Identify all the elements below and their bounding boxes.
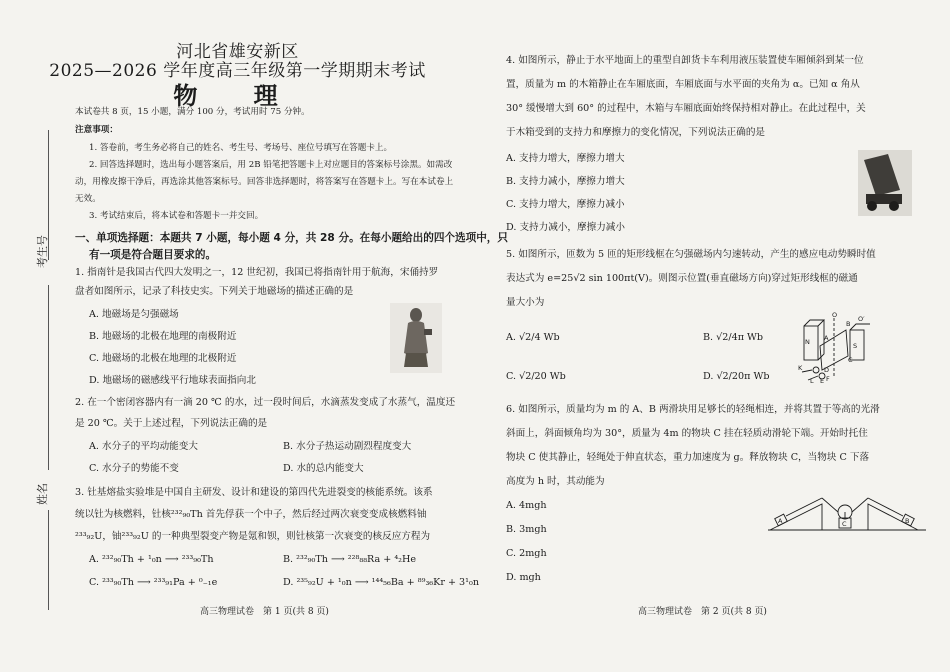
q2-option-a: A. 水分子的平均动能变大 bbox=[89, 441, 198, 452]
binding-line bbox=[48, 285, 49, 470]
fig-label: O bbox=[832, 312, 838, 319]
q5-option-a: A. √2/4 Wb bbox=[506, 332, 560, 343]
page-2 bbox=[478, 0, 950, 672]
q5-stem: 5. 如图所示，匝数为 5 匝的矩形线框在匀强磁场内匀速转动，产生的感应电动势瞬时值 bbox=[506, 249, 876, 260]
q4-option-c: C. 支持力增大，摩擦力减小 bbox=[506, 199, 625, 210]
q6-stem: 6. 如图所示，质量均为 m 的 A、B 两滑块用足够长的轻绳相连，并将其置于等高的光滑 bbox=[506, 404, 880, 415]
q3-stem-end: ²³³₉₂U，铀²³³₉₂U 的一种典型裂变产物是氪和钡，则钍核第一次衰变的核反应方程为 bbox=[75, 531, 431, 542]
q3-stem-cont: 统以钍为核燃料，钍核²³²₉₀Th 首先俘获一个中子，然后经过两次衰变变成核燃料铀 bbox=[75, 509, 427, 520]
note-1: 1. 答卷前，考生务必将自己的姓名、考生号、考场号、座位号填写在答题卡上。 bbox=[89, 143, 393, 153]
fig-label: A bbox=[824, 334, 829, 342]
fig-label: K bbox=[798, 364, 803, 372]
fig-label: B bbox=[905, 517, 910, 525]
q1-stem: 1. 指南针是我国古代四大发明之一，12 世纪初，我国已将指南针用于航海，宋俑持罗 bbox=[75, 267, 439, 278]
q2-option-b: B. 水分子热运动剧烈程度变大 bbox=[283, 441, 412, 452]
q3-option-c: C. ²³³₉₀Th ⟶ ²³³₉₁Pa + ⁰₋₁e bbox=[89, 577, 218, 588]
section-heading: 一、单项选择题：本题共 7 小题，每小题 4 分，共 28 分。在每小题给出的四个选项中，只 bbox=[75, 232, 508, 244]
q1-option-b: B. 地磁场的北极在地理的南极附近 bbox=[89, 331, 237, 342]
exam-title: 2025—2026 学年度高三年级第一学期期末考试 bbox=[49, 61, 426, 81]
q6-option-c: C. 2mgh bbox=[506, 548, 547, 559]
page-footer: 高三物理试卷 第 2 页(共 8 页) bbox=[638, 607, 767, 617]
q4-option-a: A. 支持力增大，摩擦力增大 bbox=[506, 153, 625, 164]
fig-label: L bbox=[810, 377, 814, 384]
fig-label: F bbox=[826, 375, 830, 383]
fig-label: E bbox=[820, 377, 825, 384]
q6-option-a: A. 4mgh bbox=[506, 500, 547, 511]
fig-label: S bbox=[853, 342, 858, 350]
q1-option-c: C. 地磁场的北极在地理的北极附近 bbox=[89, 353, 237, 364]
fig-label: C bbox=[842, 520, 847, 528]
fig-label: B bbox=[846, 320, 851, 328]
q6-option-d: D. mgh bbox=[506, 572, 541, 583]
q3-stem: 3. 钍基熔盐实验堆是中国自主研发、设计和建设的第四代先进裂变的核能系统。该系 bbox=[75, 487, 433, 498]
candidate-number-label: 考生号 bbox=[36, 235, 49, 268]
region-title: 河北省雄安新区 bbox=[176, 42, 299, 62]
q4-stem: 4. 如图所示，静止于水平地面上的重型自卸货卡车利用液压装置使车厢倾斜到某一位 bbox=[506, 55, 864, 66]
fig-label: A bbox=[778, 517, 783, 525]
exam-intro: 本试卷共 8 页，15 小题，满分 100 分，考试用时 75 分钟。 bbox=[75, 107, 310, 117]
note-3: 3. 考试结束后，将本试卷和答题卡一并交回。 bbox=[89, 211, 264, 221]
q2-stem-cont: 是 20 ℃。关于上述过程，下列说法正确的是 bbox=[75, 418, 268, 429]
note-2: 2. 回答选择题时，选出每小题答案后，用 2B 铅笔把答题卡上对应题目的答案标号涂黑。如需改 bbox=[89, 160, 453, 170]
incline-pulley-diagram bbox=[768, 492, 928, 534]
q2-option-c: C. 水分子的势能不变 bbox=[89, 463, 179, 474]
subject-title: 物 理 bbox=[173, 81, 302, 110]
q6-stem-3: 物块 C 使其静止，轻绳处于伸直状态，重力加速度为 g。释放物块 C，当物块 C 下落 bbox=[506, 452, 870, 463]
name-label: 姓名 bbox=[36, 483, 49, 505]
q4-stem-4: 于木箱受到的支持力和摩擦力的变化情况，下列说法正确的是 bbox=[506, 127, 766, 138]
q5-option-b: B. √2/4π Wb bbox=[703, 332, 764, 343]
note-2-end: 无效。 bbox=[75, 194, 101, 204]
q6-option-b: B. 3mgh bbox=[506, 524, 547, 535]
dump-truck-image bbox=[858, 150, 912, 216]
q5-stem-3: 量大小为 bbox=[506, 297, 545, 308]
q1-stem-cont: 盘者如图所示，记录了科技史实。下列关于地磁场的描述正确的是 bbox=[75, 286, 354, 297]
notes-title: 注意事项： bbox=[75, 125, 118, 135]
fig-label: D bbox=[824, 366, 830, 374]
q4-option-b: B. 支持力减小，摩擦力增大 bbox=[506, 176, 625, 187]
q2-stem: 2. 在一个密闭容器内有一滴 20 ℃ 的水，过一段时间后，水滴蒸发变成了水蒸气，温度还 bbox=[75, 397, 456, 408]
q5-stem-2: 表达式为 e=25√2 sin 100πt(V)。则图示位置(垂直磁场方向)穿过矩形线框的磁通 bbox=[506, 273, 858, 284]
fig-label: O′ bbox=[858, 315, 865, 323]
q5-option-d: D. √2/20π Wb bbox=[703, 371, 770, 382]
q4-stem-3: 30° 缓慢增大到 60° 的过程中，木箱与车厢底面始终保持相对静止。在此过程中，关 bbox=[506, 103, 866, 114]
page-footer: 高三物理试卷 第 1 页(共 8 页) bbox=[200, 607, 329, 617]
q6-stem-4: 高度为 h 时，其动能为 bbox=[506, 476, 605, 487]
q4-stem-2: 置，质量为 m 的木箱静止在车厢底面，车厢底面与水平面的夹角为 α。已知 α 角从 bbox=[506, 79, 860, 90]
q1-option-d: D. 地磁场的磁感线平行地球表面指向北 bbox=[89, 375, 256, 386]
q6-stem-2: 斜面上，斜面倾角均为 30°，质量为 4m 的物块 C 挂在轻质动滑轮下端。开始时托住 bbox=[506, 428, 868, 439]
compass-figurine-image bbox=[390, 303, 442, 373]
binding-line bbox=[48, 510, 49, 610]
q1-option-a: A. 地磁场是匀强磁场 bbox=[89, 309, 179, 320]
note-2-cont: 动，用橡皮擦干净后，再选涂其他答案标号。回答非选择题时，将答案写在答题卡上。写在本试卷上 bbox=[75, 177, 454, 187]
q2-option-d: D. 水的总内能变大 bbox=[283, 463, 364, 474]
q3-option-b: B. ²³²₉₀Th ⟶ ²²⁸₈₈Ra + ⁴₂He bbox=[283, 554, 417, 565]
q3-option-d: D. ²³⁵₉₂U + ¹₀n ⟶ ¹⁴⁴₅₆Ba + ⁸⁹₃₆Kr + 3¹₀n bbox=[283, 577, 480, 588]
fig-label: N bbox=[805, 338, 810, 346]
fig-label: C bbox=[848, 356, 853, 364]
section-heading-cont: 有一项是符合题目要求的。 bbox=[89, 249, 217, 261]
q4-option-d: D. 支持力减小，摩擦力减小 bbox=[506, 222, 625, 233]
q5-option-c: C. √2/20 Wb bbox=[506, 371, 566, 382]
q3-option-a: A. ²³²₉₀Th + ¹₀n ⟶ ²³³₉₀Th bbox=[89, 554, 214, 565]
generator-coil-diagram bbox=[798, 312, 870, 384]
